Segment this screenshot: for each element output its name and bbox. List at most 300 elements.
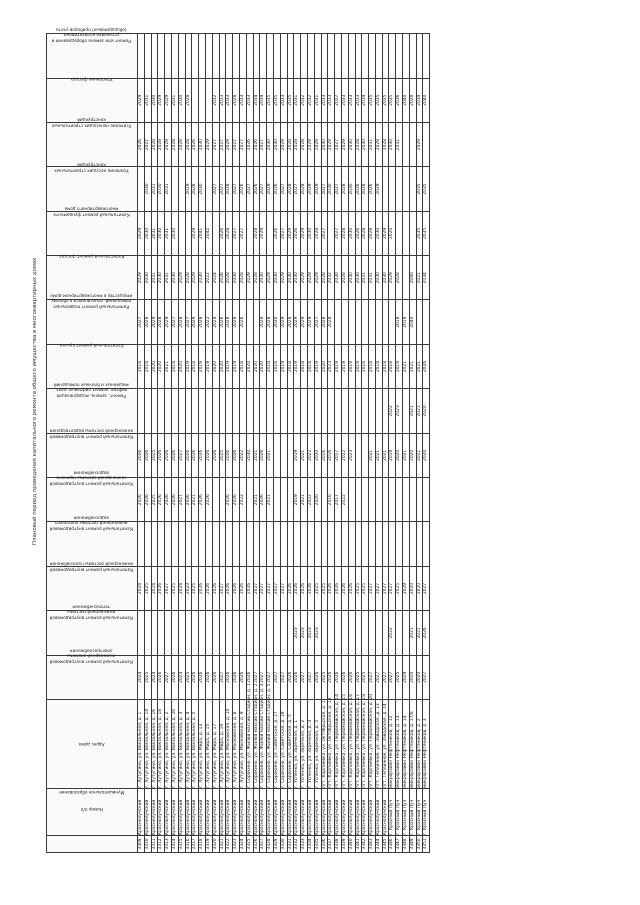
year-cell: 2030 xyxy=(348,122,355,166)
year-cell xyxy=(171,34,178,79)
year-cell xyxy=(267,611,274,655)
year-cell: 2023 xyxy=(307,611,314,655)
municipality-cell: Краснолучский xyxy=(239,789,246,836)
year-cell xyxy=(192,611,199,655)
table-row xyxy=(362,34,369,853)
year-cell xyxy=(246,211,253,255)
address-cell: г. Лутугино, ул. Московская, д. 10 xyxy=(226,700,233,789)
table-row xyxy=(335,34,342,853)
municipality-cell: Краснолучский xyxy=(171,789,178,836)
year-cell: 2027 xyxy=(273,566,280,610)
municipality-cell: Краснолучский xyxy=(151,789,158,836)
row-number-cell: 3327 xyxy=(260,836,267,853)
year-cell: 2026 xyxy=(226,566,233,610)
municipality-cell: Краснолучский xyxy=(335,789,342,836)
year-cell: 2026 xyxy=(233,433,240,477)
year-cell: 2021 xyxy=(416,389,423,433)
year-cell xyxy=(307,34,314,79)
year-cell: 2025 xyxy=(192,566,199,610)
year-cell: 2020 xyxy=(253,344,260,388)
year-cell: 2030 xyxy=(144,211,151,255)
year-cell xyxy=(355,522,362,566)
year-cell: 2028 xyxy=(158,122,165,166)
year-cell: 2017 xyxy=(335,433,342,477)
year-cell: 2027 xyxy=(138,300,145,344)
year-cell xyxy=(267,522,274,566)
year-cell xyxy=(199,389,206,433)
address-cell: пгт. Тепличное, ул. Заводская, д. 14 xyxy=(382,700,389,789)
year-cell xyxy=(382,389,389,433)
year-cell: 2026 xyxy=(185,433,192,477)
year-cell xyxy=(409,122,416,166)
year-cell: 2027 xyxy=(178,433,185,477)
table-row xyxy=(144,34,151,853)
year-cell: 2034 xyxy=(423,256,430,300)
address-cell: г. Сорокино, ул. Советская, д. 19 xyxy=(280,700,287,789)
year-cell: 2024 xyxy=(138,655,145,699)
municipality-cell: Краснолучский xyxy=(267,789,274,836)
table-row xyxy=(416,34,423,853)
year-cell xyxy=(212,611,219,655)
row-number-cell: 3350 xyxy=(416,836,423,853)
year-cell xyxy=(165,389,172,433)
year-cell xyxy=(246,34,253,79)
year-cell: 2035 xyxy=(267,78,274,122)
year-cell xyxy=(246,522,253,566)
year-cell: 2021 xyxy=(409,611,416,655)
year-cell: 2027 xyxy=(423,655,430,699)
year-cell xyxy=(362,611,369,655)
year-cell xyxy=(355,478,362,522)
year-cell: 2026 xyxy=(144,478,151,522)
year-cell: 2021 xyxy=(409,344,416,388)
municipality-cell: Краснолучский xyxy=(185,789,192,836)
year-cell: 2029 xyxy=(138,211,145,255)
year-cell: 2026 xyxy=(192,655,199,699)
year-cell: 2029 xyxy=(301,300,308,344)
year-cell: 2035 xyxy=(423,167,430,211)
year-cell xyxy=(382,522,389,566)
year-cell xyxy=(246,611,253,655)
year-cell: 2026 xyxy=(246,566,253,610)
work-header: Капитальный ремонт внутридомовой инженерной системы теплоснабжения xyxy=(47,611,138,655)
year-cell: 2027 xyxy=(389,566,396,610)
year-cell: 2027 xyxy=(335,211,342,255)
address-cell: г. Успенка, ул. Заречная, д. 5 xyxy=(314,700,321,789)
address-cell: г. Лутугино, ул. Мира, д. 17 xyxy=(212,700,219,789)
year-cell: 2033 xyxy=(321,78,328,122)
address-cell: микрорайон Нефтяников, д. 13 xyxy=(396,700,403,789)
year-cell: 2028 xyxy=(341,256,348,300)
year-cell xyxy=(416,522,423,566)
row-number-cell: 3309 xyxy=(138,836,145,853)
year-cell: 2042 xyxy=(205,211,212,255)
year-cell xyxy=(144,389,151,433)
address-cell: г. Лутугино, ул. Вокзальная, д. 16 xyxy=(151,700,158,789)
address-cell: г. Лутугино, ул. Вокзальная, д. 5 xyxy=(192,700,199,789)
year-cell: 2020 xyxy=(396,433,403,477)
col-number-header: Номер п/п xyxy=(47,836,138,853)
year-cell xyxy=(294,34,301,79)
year-cell: 2027 xyxy=(321,211,328,255)
year-cell: 2018 xyxy=(267,344,274,388)
year-cell: 2020 xyxy=(409,566,416,610)
year-cell xyxy=(138,389,145,433)
year-cell: 2029 xyxy=(267,167,274,211)
year-cell xyxy=(416,300,423,344)
year-cell: 2019 xyxy=(335,344,342,388)
year-cell: 2028 xyxy=(226,300,233,344)
year-cell xyxy=(362,34,369,79)
year-cell xyxy=(362,522,369,566)
year-cell: 2029 xyxy=(138,256,145,300)
year-cell xyxy=(375,389,382,433)
year-cell: 2025 xyxy=(396,655,403,699)
year-cell xyxy=(151,611,158,655)
table-header-row xyxy=(47,34,138,853)
year-cell: 2023 xyxy=(301,611,308,655)
repair-schedule-table xyxy=(46,26,430,853)
year-cell: 2027 xyxy=(321,167,328,211)
year-cell xyxy=(219,478,226,522)
municipality-cell: Краснолучский xyxy=(314,789,321,836)
year-cell: 2030 xyxy=(233,256,240,300)
address-cell: пгт. Тепличное, ул. Заводская, д. 13 xyxy=(375,700,382,789)
row-number-cell: 3316 xyxy=(185,836,192,853)
year-cell: 2020 xyxy=(423,433,430,477)
year-cell: 2026 xyxy=(239,300,246,344)
year-cell: 2029 xyxy=(165,78,172,122)
year-cell: 2031 xyxy=(396,122,403,166)
year-cell: 2020 xyxy=(389,211,396,255)
row-number-cell: 3348 xyxy=(403,836,410,853)
year-cell: 2027 xyxy=(219,122,226,166)
year-cell xyxy=(273,433,280,477)
year-cell: 2026 xyxy=(260,433,267,477)
table-row xyxy=(328,34,335,853)
year-cell: 2025 xyxy=(321,566,328,610)
address-cell: г. Лутугино, ул. Московская, д. 9 xyxy=(239,700,246,789)
year-cell xyxy=(212,211,219,255)
row-number-cell: 3330 xyxy=(280,836,287,853)
year-cell: 2026 xyxy=(294,211,301,255)
year-cell: 2026 xyxy=(348,566,355,610)
year-cell: 2019 xyxy=(280,344,287,388)
year-cell: 2027 xyxy=(267,655,274,699)
year-cell: 2026 xyxy=(423,344,430,388)
year-cell: 2035 xyxy=(416,211,423,255)
address-cell: г. Успенка, ул. Заречная, д. 2 xyxy=(301,700,308,789)
year-cell xyxy=(273,389,280,433)
year-cell: 2030 xyxy=(389,122,396,166)
address-cell: г. Лутугино, ул. Московская, д. 8 xyxy=(233,700,240,789)
year-cell xyxy=(280,478,287,522)
year-cell: 2028 xyxy=(253,211,260,255)
address-cell: пгт. Карпиевка, ул. Октябрьская, д. 13 xyxy=(328,697,334,788)
year-cell xyxy=(396,478,403,522)
year-cell xyxy=(375,611,382,655)
year-cell: 2027 xyxy=(178,478,185,522)
year-cell xyxy=(205,389,212,433)
year-cell: 2021 xyxy=(165,344,172,388)
year-cell: 2029 xyxy=(226,122,233,166)
year-cell: 2021 xyxy=(416,611,423,655)
year-cell: 2025 xyxy=(144,655,151,699)
year-cell: 2027 xyxy=(382,566,389,610)
row-number-cell: 3315 xyxy=(178,836,185,853)
address-cell: г. Лутугино, ул. Вокзальная, д. 18 xyxy=(158,700,165,789)
year-cell xyxy=(253,300,260,344)
year-cell: 2030 xyxy=(375,256,382,300)
year-cell: 2027 xyxy=(369,566,376,610)
year-cell: 2030 xyxy=(151,78,158,122)
year-cell: 2025 xyxy=(321,655,328,699)
year-cell xyxy=(369,478,376,522)
year-cell xyxy=(369,389,376,433)
year-cell: 2026 xyxy=(239,566,246,610)
year-cell: 2028 xyxy=(287,300,294,344)
year-cell: 2026 xyxy=(226,478,233,522)
year-cell: 2026 xyxy=(260,478,267,522)
year-cell: 2020 xyxy=(409,655,416,699)
year-cell: 2027 xyxy=(294,167,301,211)
year-cell xyxy=(396,167,403,211)
year-cell: 2028 xyxy=(321,256,328,300)
year-cell: 2024 xyxy=(151,655,158,699)
year-cell: 2030 xyxy=(144,167,151,211)
year-cell xyxy=(362,478,369,522)
year-cell: 2032 xyxy=(301,78,308,122)
year-cell xyxy=(409,211,416,255)
year-cell xyxy=(138,34,145,79)
year-cell: 2040 xyxy=(403,78,410,122)
year-cell: 2028 xyxy=(178,122,185,166)
year-cell: 2025 xyxy=(144,566,151,610)
year-cell xyxy=(301,34,308,79)
municipality-cell: Краснолучский xyxy=(341,789,348,836)
year-cell: 2030 xyxy=(273,122,280,166)
year-cell xyxy=(192,389,199,433)
year-cell: 2020 xyxy=(212,344,219,388)
work-header: Капитальный ремонт внутридомовой инженерной системы газоснабжения xyxy=(47,566,138,610)
municipality-cell: г. Красный Луч xyxy=(423,789,430,836)
address-cell: пгт. Карпиевка, ул. Октябрьская, д. 1 xyxy=(321,700,327,788)
row-number-cell: 3321 xyxy=(219,836,226,853)
municipality-cell: Краснолучский xyxy=(328,789,335,836)
year-cell: 2035 xyxy=(287,78,294,122)
year-cell xyxy=(239,522,246,566)
year-cell: 2029 xyxy=(403,655,410,699)
year-cell: 2021 xyxy=(409,389,416,433)
year-cell xyxy=(233,522,240,566)
row-number-cell: 3332 xyxy=(294,836,301,853)
year-cell: 2027 xyxy=(375,566,382,610)
year-cell: 2027 xyxy=(212,122,219,166)
year-cell: 2026 xyxy=(355,167,362,211)
row-number-cell: 3333 xyxy=(301,836,308,853)
municipality-cell: Краснолучский xyxy=(348,789,355,836)
year-cell: 2029 xyxy=(301,211,308,255)
row-number-cell: 3334 xyxy=(307,836,314,853)
year-cell: 2029 xyxy=(389,256,396,300)
year-cell: 2024 xyxy=(138,566,145,610)
year-cell xyxy=(403,478,410,522)
year-cell: 2022 xyxy=(239,478,246,522)
year-cell: 2027 xyxy=(423,566,430,610)
row-number-cell: 3341 xyxy=(355,836,362,853)
year-cell xyxy=(178,34,185,79)
table-row xyxy=(151,34,158,853)
year-cell: 2028 xyxy=(239,256,246,300)
year-cell xyxy=(273,522,280,566)
year-cell: 2029 xyxy=(294,300,301,344)
year-cell: 2021 xyxy=(192,478,199,522)
row-number-cell: 3312 xyxy=(158,836,165,853)
year-cell: 2026 xyxy=(205,566,212,610)
year-cell: 2028 xyxy=(341,211,348,255)
year-cell: 2022 xyxy=(205,256,212,300)
year-cell: 2021 xyxy=(267,433,274,477)
year-cell xyxy=(199,611,206,655)
year-cell: 2026 xyxy=(328,566,335,610)
row-number-cell: 3317 xyxy=(192,836,199,853)
year-cell xyxy=(335,389,342,433)
year-cell: 2028 xyxy=(267,300,274,344)
address-cell: пгт. Карпиевка, ул. Первомайская, д. 16 xyxy=(348,694,354,788)
year-cell: 2040 xyxy=(423,78,430,122)
address-cell: пгт. Карпиевка, ул. Первомайская, д. 18 xyxy=(362,694,368,788)
document-sheet xyxy=(46,26,606,853)
year-cell: 2021 xyxy=(416,344,423,388)
year-cell xyxy=(205,611,212,655)
year-cell: 2025 xyxy=(185,655,192,699)
year-cell: 2029 xyxy=(314,167,321,211)
year-cell: 2028 xyxy=(226,256,233,300)
year-cell: 2027 xyxy=(335,167,342,211)
year-cell xyxy=(226,611,233,655)
row-number-cell: 3328 xyxy=(267,836,274,853)
year-cell xyxy=(341,389,348,433)
year-cell xyxy=(267,34,274,79)
row-number-cell: 3326 xyxy=(253,836,260,853)
year-cell: 2026 xyxy=(205,655,212,699)
year-cell xyxy=(151,522,158,566)
year-cell: 2026 xyxy=(226,433,233,477)
year-cell xyxy=(328,611,335,655)
municipality-cell: г. Красный Луч xyxy=(409,789,416,836)
year-cell: 2018 xyxy=(144,344,151,388)
year-cell: 2030 xyxy=(321,122,328,166)
year-cell: 2026 xyxy=(341,566,348,610)
year-cell: 2026 xyxy=(158,655,165,699)
year-cell: 2021 xyxy=(267,478,274,522)
year-cell: 2022 xyxy=(341,433,348,477)
year-cell: 2019 xyxy=(355,344,362,388)
year-cell xyxy=(341,300,348,344)
year-cell: 2041 xyxy=(199,211,206,255)
year-cell: 2026 xyxy=(205,433,212,477)
year-cell xyxy=(192,522,199,566)
year-cell: 2036 xyxy=(396,78,403,122)
year-cell: 2035 xyxy=(389,78,396,122)
year-cell: 2029 xyxy=(307,256,314,300)
year-cell: 2027 xyxy=(280,566,287,610)
year-cell: 2030 xyxy=(171,211,178,255)
year-cell: 2020 xyxy=(416,566,423,610)
year-cell xyxy=(389,34,396,79)
year-cell: 2019 xyxy=(233,344,240,388)
year-cell: 2028 xyxy=(314,211,321,255)
year-cell: 2028 xyxy=(185,78,192,122)
year-cell: 2027 xyxy=(335,78,342,122)
year-cell: 2035 xyxy=(375,78,382,122)
year-cell xyxy=(260,34,267,79)
year-cell: 2026 xyxy=(199,566,206,610)
year-cell: 2026 xyxy=(138,122,145,166)
row-number-cell: 3349 xyxy=(409,836,416,853)
year-cell: 2029 xyxy=(151,300,158,344)
year-cell: 2029 xyxy=(185,167,192,211)
year-cell: 2027 xyxy=(301,655,308,699)
address-cell: г. Лутугино, ул. Вокзальная, д. 2 xyxy=(165,700,172,789)
year-cell: 2028 xyxy=(185,256,192,300)
year-cell: 2028 xyxy=(233,300,240,344)
year-cell: 2027 xyxy=(233,211,240,255)
year-cell: 2027 xyxy=(260,167,267,211)
table-body xyxy=(138,34,430,853)
year-cell xyxy=(199,34,206,79)
municipality-cell: Краснолучский xyxy=(321,789,328,836)
year-cell: 2030 xyxy=(294,256,301,300)
year-cell: 2027 xyxy=(369,655,376,699)
work-header: Капитальный ремонт внутридомовой инженерной системы холодного водоснабжения xyxy=(47,522,138,566)
year-cell xyxy=(355,389,362,433)
year-cell: 2018 xyxy=(239,344,246,388)
year-cell: 2024 xyxy=(178,655,185,699)
year-cell: 2019 xyxy=(341,344,348,388)
address-cell: г. Сорокино, ул. Жилой массив Стадион, д. 3 xyxy=(260,683,266,788)
year-cell: 2033 xyxy=(226,78,233,122)
year-cell: 2021 xyxy=(253,433,260,477)
year-cell: 2033 xyxy=(355,78,362,122)
year-cell: 2025 xyxy=(355,655,362,699)
year-cell: 2029 xyxy=(246,256,253,300)
year-cell xyxy=(192,78,199,122)
year-cell xyxy=(280,433,287,477)
year-cell xyxy=(226,34,233,79)
year-cell xyxy=(287,478,294,522)
year-cell xyxy=(294,389,301,433)
municipality-cell: г. Красный Луч xyxy=(416,789,423,836)
year-cell xyxy=(335,611,342,655)
year-cell: 2022 xyxy=(205,300,212,344)
year-cell: 2029 xyxy=(158,78,165,122)
year-cell: 2021 xyxy=(403,344,410,388)
year-cell xyxy=(403,611,410,655)
table-row xyxy=(396,34,403,853)
year-cell: 2028 xyxy=(382,122,389,166)
year-cell: 2028 xyxy=(328,300,335,344)
year-cell xyxy=(314,389,321,433)
year-cell: 2026 xyxy=(138,478,145,522)
address-cell: г. Лутугино, ул. Вокзальная, д. 1 xyxy=(138,700,145,789)
year-cell: 2027 xyxy=(219,167,226,211)
year-cell: 2029 xyxy=(205,122,212,166)
year-cell: 2020 xyxy=(423,389,430,433)
year-cell: 2027 xyxy=(165,566,172,610)
year-cell: 2021 xyxy=(416,433,423,477)
address-cell: г. Сорокино, ул. Жилой массив Стадион, д. 5 xyxy=(267,683,273,788)
